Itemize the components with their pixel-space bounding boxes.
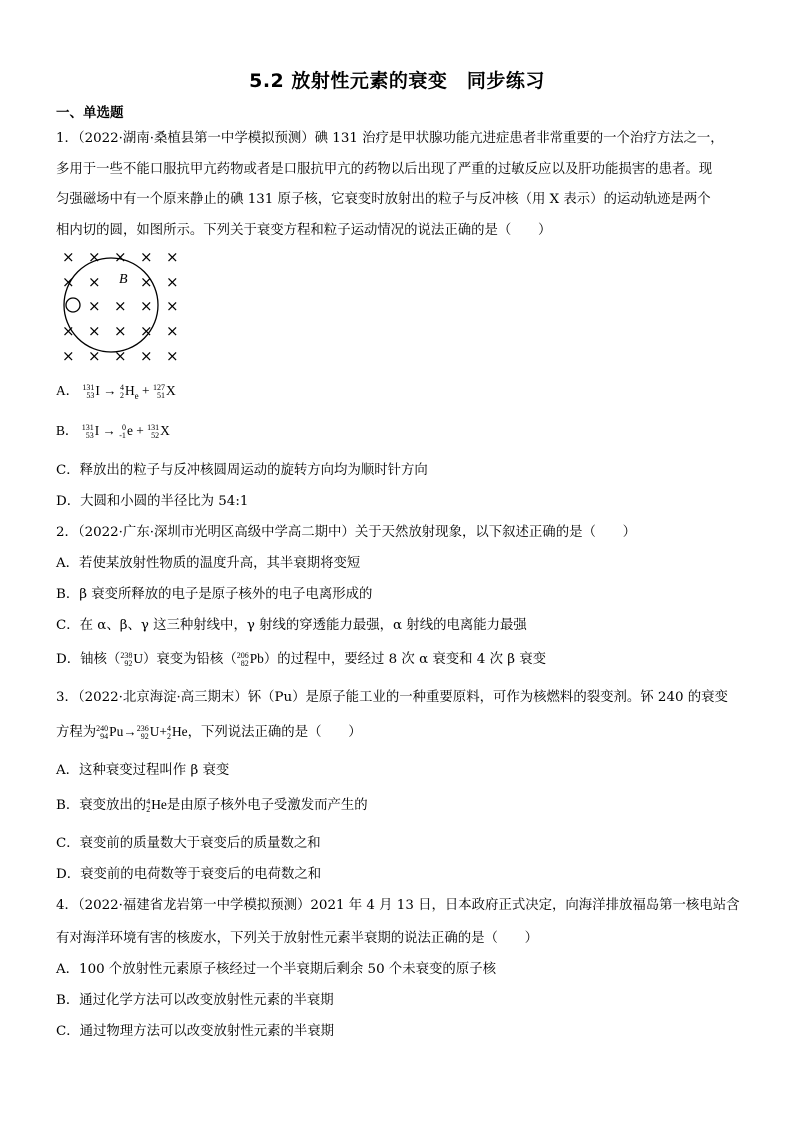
option-label: A． [56, 383, 80, 398]
atomic-number: 82 [240, 658, 249, 668]
field-cross: × [114, 248, 127, 266]
atomic-number: 92 [140, 731, 149, 741]
reaction-arrow: → [102, 423, 116, 438]
q3-stem-line-1: 3．（2022·北京海淀·高三期末）钚（Pu）是原子能工业的一种重要原料，可作为核燃料的裂变剂。钚 240 的衰变 [56, 690, 728, 705]
q3-stem-line-2 [56, 721, 362, 741]
element-symbol: He [151, 796, 167, 812]
field-cross: × [166, 347, 179, 365]
q1-stem-line-4: 相内切的圆，如图所示。下列关于衰变方程和粒子运动情况的说法正确的是（ ） [56, 223, 552, 238]
field-cross: × [140, 322, 153, 340]
q2-option-c: C．在 α、β、γ 这三种射线中，γ 射线的穿透能力最强，α 射线的电离能力最强 [56, 618, 527, 633]
field-cross: × [88, 273, 101, 291]
q2-option-d [56, 648, 546, 668]
field-cross: × [114, 347, 127, 365]
mass-number: 206 [236, 650, 249, 660]
q3-option-d: D．衰变前的电荷数等于衰变后的电荷数之和 [56, 867, 322, 882]
q1-option-b [56, 420, 170, 440]
field-cross: × [62, 347, 75, 365]
q2-option-a: A．若使某放射性物质的温度升高，其半衰期将变短 [56, 556, 361, 571]
element-symbol: He [171, 724, 188, 739]
option-label: B． [56, 423, 79, 438]
q1-stem-line-2: 多用于一些不能口服抗甲亢药物或者是口服抗甲亢的药物以后出现了严重的过敏反应以及肝功能损害的患者。现 [56, 162, 713, 177]
field-cross: × [62, 248, 75, 266]
field-cross: × [88, 248, 101, 266]
element-symbol: X [160, 423, 170, 438]
mass-number: 4 [146, 796, 151, 806]
field-cross: × [140, 297, 153, 315]
atomic-number: 2 [166, 731, 171, 741]
mass-number: 131 [147, 422, 160, 432]
q1-option-c: C．释放出的粒子与反冲核圆周运动的旋转方向均为顺时针方向 [56, 463, 428, 478]
atomic-number: -1 [119, 430, 126, 440]
plus-sign: + [142, 383, 150, 398]
reaction-arrow: → [123, 724, 137, 739]
atomic-number: 92 [124, 658, 133, 668]
atomic-number: 53 [85, 430, 94, 440]
option-text: D．铀核（ [56, 652, 121, 667]
field-cross: × [166, 297, 179, 315]
q2-option-b: B．β 衰变所释放的电子是原子核外的电子电离形成的 [56, 587, 373, 602]
q1-stem-line-3: 匀强磁场中有一个原来静止的碘 131 原子核，它衰变时放射出的粒子与反冲核（用 X 表示）的运动轨迹是两个 [56, 192, 711, 207]
mass-number: 4 [166, 723, 171, 733]
option-text: 是由原子核外电子受激发而产生的 [166, 798, 368, 813]
element-symbol: X [165, 383, 176, 398]
mass-number: 240 [96, 723, 109, 733]
field-cross: × [166, 322, 179, 340]
field-cross: × [140, 273, 153, 291]
field-cross: × [166, 273, 179, 291]
atomic-number: 2 [120, 390, 124, 400]
page-title: 5.2 放射性元素的衰变 同步练习 [249, 70, 545, 92]
field-cross: × [114, 297, 127, 315]
field-cross: × [88, 297, 101, 315]
field-cross: × [62, 273, 75, 291]
option-text: B．衰变放出的 [56, 798, 147, 813]
atomic-number: 94 [100, 731, 109, 741]
element-symbol: Pb [249, 650, 264, 666]
element-symbol: H [125, 382, 135, 398]
section-heading: 一、单选题 [56, 105, 124, 121]
field-cross: × [140, 248, 153, 266]
option-text: ）的过程中，要经过 8 次 α 衰变和 4 次 β 衰变 [263, 652, 546, 667]
atomic-number: 2 [146, 804, 151, 814]
q4-option-b: B．通过化学方法可以改变放射性元素的半衰期 [56, 993, 334, 1008]
q1-stem-line-1: 1．（2022·湖南·桑植县第一中学模拟预测）碘 131 治疗是甲状腺功能亢进症患者非常重要的一个治疗方法之一， [56, 131, 724, 146]
mass-number: 127 [152, 382, 165, 392]
element-symbol: e [126, 423, 133, 438]
mass-number: 4 [120, 382, 124, 392]
q4-option-c: C．通过物理方法可以改变放射性元素的半衰期 [56, 1024, 335, 1039]
q4-stem-line-2: 有对海洋环境有害的核废水，下列关于放射性元素半衰期的说法正确的是（ ） [56, 931, 539, 946]
plus-sign: + [159, 724, 167, 739]
stem-text: 方程为 [56, 725, 97, 740]
q3-option-a: A．这种衰变过程叫作 β 衰变 [56, 763, 230, 778]
field-cross: × [88, 322, 101, 340]
field-cross: × [114, 322, 127, 340]
atomic-number: 53 [86, 390, 95, 400]
field-cross: × [62, 322, 75, 340]
field-cross: × [166, 248, 179, 266]
element-symbol: U [133, 650, 143, 666]
mass-number: 238 [120, 650, 133, 660]
field-cross: × [88, 347, 101, 365]
q2-stem: 2．（2022·广东·深圳市光明区高级中学高二期中）关于天然放射现象，以下叙述正确的是（ ） [56, 525, 637, 540]
plus-sign: + [136, 423, 144, 438]
mass-number: 236 [136, 723, 149, 733]
q1-option-d: D．大圆和小圆的半径比为 54:1 [56, 494, 249, 509]
mass-number: 131 [81, 422, 94, 432]
element-symbol: U [149, 724, 160, 739]
q4-option-a: A．100 个放射性元素原子核经过一个半衰期后剩余 50 个未衰变的原子核 [56, 962, 496, 977]
element-symbol: I [94, 423, 100, 438]
mass-number: 0 [121, 422, 126, 432]
q4-stem-line-1: 4．（2022·福建省龙岩第一中学模拟预测）2021 年 4 月 13 日，日本政府正式决定，向海洋排放福岛第一核电站含 [56, 898, 740, 913]
element-symbol: I [95, 383, 100, 398]
stem-text: ，下列说法正确的是（ ） [187, 725, 362, 740]
q1-option-a [56, 380, 176, 400]
small-circle [66, 298, 80, 312]
q3-option-b [56, 794, 368, 814]
field-label-b: B [119, 272, 128, 287]
mass-number: 131 [82, 382, 95, 392]
reaction-arrow: → [103, 383, 117, 398]
atomic-number: 52 [151, 430, 160, 440]
subscript: e [134, 390, 139, 401]
atomic-number: 51 [156, 390, 165, 400]
q3-option-c: C．衰变前的质量数大于衰变后的质量数之和 [56, 836, 321, 851]
field-cross: × [140, 347, 153, 365]
element-symbol: Pu [109, 724, 124, 739]
magnetic-field-figure [56, 243, 186, 365]
option-text: ）衰变为铅核（ [142, 652, 237, 667]
